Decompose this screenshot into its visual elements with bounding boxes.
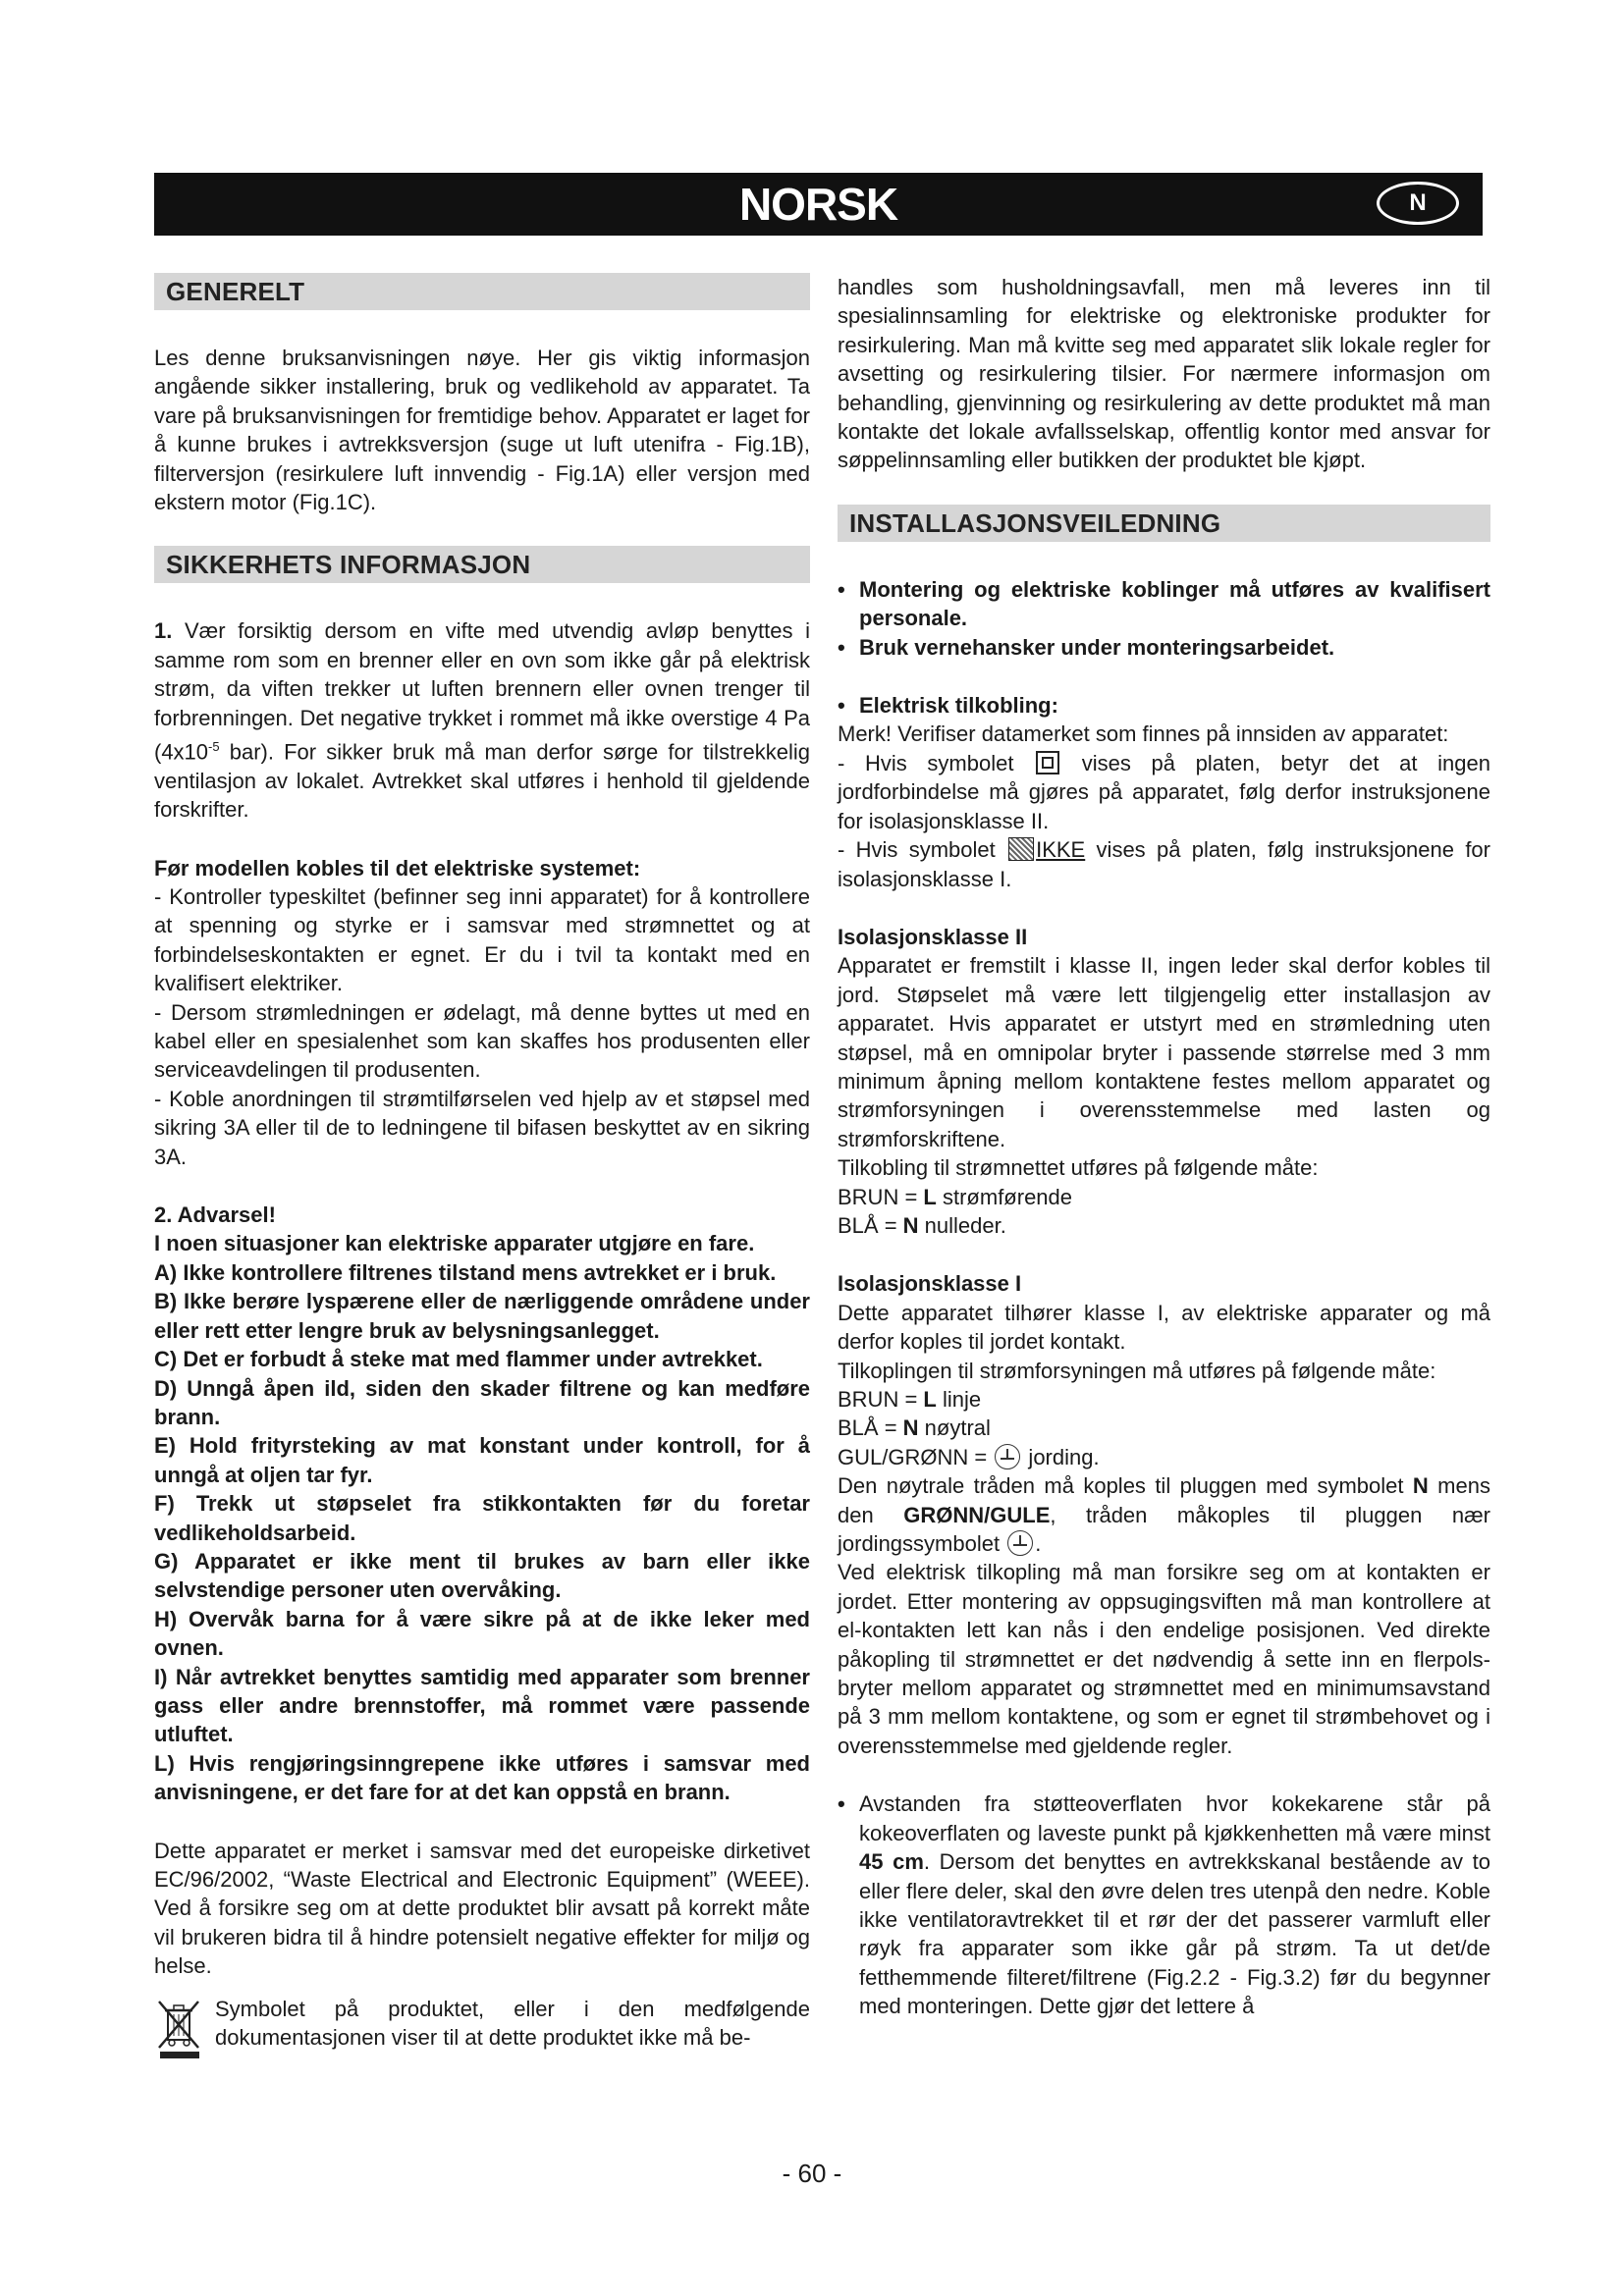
sym2-underlined: IKKE <box>1036 837 1086 863</box>
distance-bullet: • Avstanden fra støtteoverflaten hvor kokekarene står på kokeoverflaten og laveste punkt på kjøkkenhetten må være minst 45 cm. Dersom det benyttes en avtrekkskanal bestående av to eller flere deler, skal den øvre delen tres utenpå den nedre. Koble ikke ventilatoravtrekket til et rør der det passerer varmluft eller røyk fra apparater som ikke går på strøm. Ta ut det/de fetthemmende filteret/filtrene (Fig.2.2 - Fig.3.2) før du begynner med monteringen. Dette gjør det lettere å <box>838 1789 1490 2020</box>
weee-continuation: handles som husholdningsavfall, men må leveres inn til spesialinnsamling for elektriske og elektroniske produkter for resirkulering. Man må kvitte seg med apparatet slik lokale regler for avsetting og resirkulering tilsier. For nærmere informasjon om behandling, gjenvinning og resirkulering av dette produktet må man kontakte det lokale avfallsselskap, offentlig kontor med ansvar for søppelinnsamling eller butikken der produktet ble kjøpt. <box>838 275 1490 473</box>
c1-blue-post: nøytral <box>918 1415 991 1441</box>
c1-blue-pre: BLÅ = <box>838 1415 903 1441</box>
install-bullet-2: • Bruk vernehansker under monteringsarbeidet. <box>838 633 1490 662</box>
class1-connection: Tilkoplingen til strømforsyningen må utføres på følgende måte: <box>838 1358 1436 1383</box>
class2-connection: Tilkobling til strømnettet utføres på følgende måte: <box>838 1155 1319 1181</box>
right-column <box>838 273 1490 2021</box>
class1-blue <box>838 1414 1490 1442</box>
c2-blue-key: N <box>902 1212 919 1238</box>
section-heading-sikkerhet: SIKKERHETS INFORMASJON <box>154 546 810 583</box>
c1-brown-pre: BRUN = <box>838 1387 924 1412</box>
weee-symbol-row <box>154 1995 810 2059</box>
item1-text: Vær forsiktig dersom en vifte med utvendig avløp benyttes i samme rom som en brenner eller en ovn som ikke går på elektrisk strøm, da viften trekker ut luften brennern eller ovnen trenger til forbrenningen. Det negative trykket i rommet må ikke overstige 4 Pa (4x10 <box>154 618 810 765</box>
class1-heading: Isolasjonsklasse I <box>838 1271 1022 1297</box>
warning-heading: 2. Advarsel! <box>154 1202 276 1228</box>
class2-blue <box>838 1211 1490 1240</box>
warning-d: D) Unngå åpen ild, siden den skader filtrene og kan medføre brann. <box>154 1375 810 1429</box>
warning-l: L) Hvis rengjøringsinngrepene ikke utføres i samsvar med anvisningene, er det fare for at det kan oppstå en brann. <box>154 1750 810 1805</box>
neutral-mid: mens den <box>838 1473 1490 1527</box>
neutral-pre: Den nøytrale tråden må koples til pluggen med symbolet <box>838 1473 1413 1499</box>
hatched-square-icon <box>1008 837 1034 861</box>
warning-g: G) Apparatet er ikke ment til brukes av barn eller ikke selvstendige personer uten overvåking. <box>154 1548 810 1603</box>
item1-superscript: -5 <box>208 739 220 755</box>
electrical-paragraph: Ved elektrisk tilkopling må man forsikre seg om at kontakten er jordet. Etter montering av oppsugingsviften må man kontrollere at el-kontakten lett kan nås i den endelige posisjonen. Ved direkte påkopling til strømnettet er det nødvendig å sette inn en flerpols-bryter mellom apparatet og strømnettet med en minimumsavstand på 3 mm mellom kontaktene, og som er egnet til strømbehovet og i overensstemmelse med gjeldende regler. <box>838 1560 1490 1758</box>
c2-brown-key: L <box>923 1184 937 1209</box>
safety-item-1 <box>154 616 810 824</box>
neutral-paragraph <box>838 1471 1490 1558</box>
warning-b: B) Ikke berøre lyspærene eller de nærliggende områdene under eller rett etter lengre bruk av belysningsanlegget. <box>154 1289 810 1343</box>
weee-symbol-text: Symbolet på produktet, eller i den medfølgende dokumentasjonen viser til at dette produktet ikke må be- <box>215 1996 810 2051</box>
neutral-key: N <box>1412 1473 1429 1499</box>
double-square-icon <box>1036 751 1059 774</box>
class2-brown <box>838 1183 1490 1211</box>
c2-brown-post: strømførende <box>936 1184 1073 1209</box>
weee-paragraph: Dette apparatet er merket i samsvar med det europeiske dirketivet EC/96/2002, “Waste Electrical and Electronic Equipment” (WEEE). Ved å forsikre seg om at dette produktet blir avsatt på korrekt måte vil brukeren bidra til å hindre potensielt negative effekter for miljø og helse. <box>154 1838 810 1979</box>
c1-gul-post: jording. <box>1022 1444 1100 1469</box>
sym1-post: vises på platen, betyr det at ingen jordforbindelse må gjøres på apparatet, følg derfor instruksjonene for isolasjonsklasse II. <box>838 750 1490 833</box>
c2-brown-pre: BRUN = <box>838 1184 924 1209</box>
neutral-end: . <box>1035 1531 1042 1557</box>
class2-paragraph: Apparatet er fremstilt i klasse II, ingen leder skal derfor kobles til jord. Støpselet må være lett tilgjengelig etter installasjon av apparatet. Hvis apparatet er utstyrt med en strømledning uten støpsel, må en omnipolar bryter i passende størrelse med 3 mm minimum åpning mellom kontaktene festes mellom apparatet og strømforsyningen i overensstemmelse med lasten og strømforskriftene. <box>838 953 1490 1151</box>
before-connecting-heading: Før modellen kobles til det elektriske systemet: <box>154 855 641 881</box>
warning-c: C) Det er forbudt å steke mat med flammer under avtrekket. <box>154 1347 763 1372</box>
generelt-paragraph: Les denne bruksanvisningen nøye. Her gis viktig informasjon angående sikker installering, bruk og vedlikehold av apparatet. Ta vare på bruksanvisningen for fremtidige behov. Apparatet er laget for å kunne brukes i avtrekksversjon (suge ut luft utenifra - Fig.1B), filterversjon (resirkulere luft innvendig - Fig.1A) eller versjon med ekstern motor (Fig.1C). <box>154 346 810 515</box>
warning-intro: I noen situasjoner kan elektriske apparater utgjøre en fare. <box>154 1231 755 1256</box>
merk-paragraph: Merk! Verifiser datamerket som finnes på innsiden av apparatet: <box>838 721 1449 747</box>
c1-blue-key: N <box>902 1415 919 1441</box>
install-bullet-1: • Montering og elektriske koblinger må utføres av kvalifisert personale. <box>838 575 1490 633</box>
sym1-pre: - Hvis symbolet <box>838 750 1035 775</box>
page-title: NORSK <box>738 179 898 230</box>
symbol-class2-line <box>838 749 1490 835</box>
c1-gul-pre: GUL/GRØNN = <box>838 1444 994 1469</box>
warning-e: E) Hold frityrsteking av mat konstant under kontroll, for å unngå at oljen tar fyr. <box>154 1433 810 1487</box>
class1-paragraph: Dette apparatet tilhører klasse I, av elektriske apparater og må derfor koples til jordet kontakt. <box>838 1300 1490 1355</box>
class1-brown <box>838 1385 1490 1414</box>
crossed-bin-icon <box>154 1997 205 2059</box>
symbol-class1-line <box>838 835 1490 893</box>
warning-f: F) Trekk ut støpselet fra stikkontakten før du foretar vedlikeholdsarbeid. <box>154 1491 810 1545</box>
sym2-pre: - Hvis symbolet <box>838 837 1007 863</box>
install-bullet-3: • Elektrisk tilkobling: <box>838 691 1490 720</box>
bullet-3-text: Elektrisk tilkobling: <box>859 693 1058 719</box>
before-item-1: - Kontroller typeskiltet (befinner seg inni apparatet) for å kontrollere at spenning og styrke er i samsvar med strømnettet og at forbindelseskontakten er egnet. Er du i tvil ta kontakt med en kvalifisert elektriker. <box>154 884 810 996</box>
c1-brown-key: L <box>923 1387 937 1412</box>
distance-text <box>859 1789 1490 2020</box>
class1-ground <box>838 1443 1490 1471</box>
dist-pre: Avstanden fra støtteoverflaten hvor kokekarene står på kokeoverflaten og laveste punkt på kjøkkenhetten må være minst <box>859 1791 1490 1845</box>
warning-i: I) Når avtrekket benyttes samtidig med apparater som brenner gass eller andre brennstoffer, må rommet være passende utluftet. <box>154 1664 810 1747</box>
left-column <box>154 273 810 2059</box>
section-heading-generelt: GENERELT <box>154 273 810 310</box>
neutral-key2: GRØNN/GULE <box>903 1502 1051 1527</box>
item-number: 1. <box>154 618 173 644</box>
c2-blue-post: nulleder. <box>918 1212 1006 1238</box>
warning-h: H) Overvåk barna for å være sikre på at de ikke leker med ovnen. <box>154 1606 810 1661</box>
bullet-1-text: Montering og elektriske koblinger må utføres av kvalifisert personale. <box>859 576 1490 631</box>
language-banner <box>154 173 1483 236</box>
sym2-post: vises på platen, følg instruksjonene for isolasjonsklasse I. <box>838 837 1490 891</box>
neutral-post: , tråden måkoples til pluggen nær jordingssymbolet <box>838 1502 1490 1557</box>
bullet-2-text: Bruk vernehansker under monteringsarbeidet. <box>859 634 1335 660</box>
before-item-2: - Dersom strømledningen er ødelagt, må denne byttes ut med en kabel eller en spesialenhet som kan skaffes hos produsenten eller serviceavdelingen til produsenten. <box>154 999 810 1083</box>
dist-key: 45 cm <box>859 1849 924 1875</box>
before-item-3: - Koble anordningen til strømtilførselen ved hjelp av et støpsel med sikring 3A eller til de to ledningene til bifasen beskyttet av en sikring 3A. <box>154 1086 810 1169</box>
dist-post: . Dersom det benyttes en avtrekkskanal bestående av to eller flere deler, skal den øvre delen tres utenpå den nedre. Koble ikke ventilatoravtrekket til et rør der det passerer varmluft eller røyk fra apparater som ikke går på strøm. Ta ut det/de fetthemmende filteret/filtrene (Fig.2.2 - Fig.3.2) før du begynner med monteringen. Dette gjør det lettere å <box>859 1849 1490 2019</box>
ground-icon <box>1007 1530 1033 1556</box>
page-number: - 60 - <box>782 2159 842 2188</box>
c1-brown-post: linje <box>936 1387 982 1412</box>
c2-blue-pre: BLÅ = <box>838 1212 903 1238</box>
language-badge: N <box>1377 182 1459 225</box>
section-heading-installasjon: INSTALLASJONSVEILEDNING <box>838 505 1490 542</box>
warning-a: A) Ikke kontrollere filtrenes tilstand mens avtrekket er i bruk. <box>154 1259 777 1285</box>
ground-icon <box>995 1444 1020 1469</box>
item1-tail: bar). For sikker bruk må man derfor sørge for tilstrekkelig ventilasjon av lokalet. Avtrekket skal utføres i henhold til gjeldende forskrifter. <box>154 739 810 823</box>
class2-heading: Isolasjonsklasse II <box>838 924 1028 949</box>
